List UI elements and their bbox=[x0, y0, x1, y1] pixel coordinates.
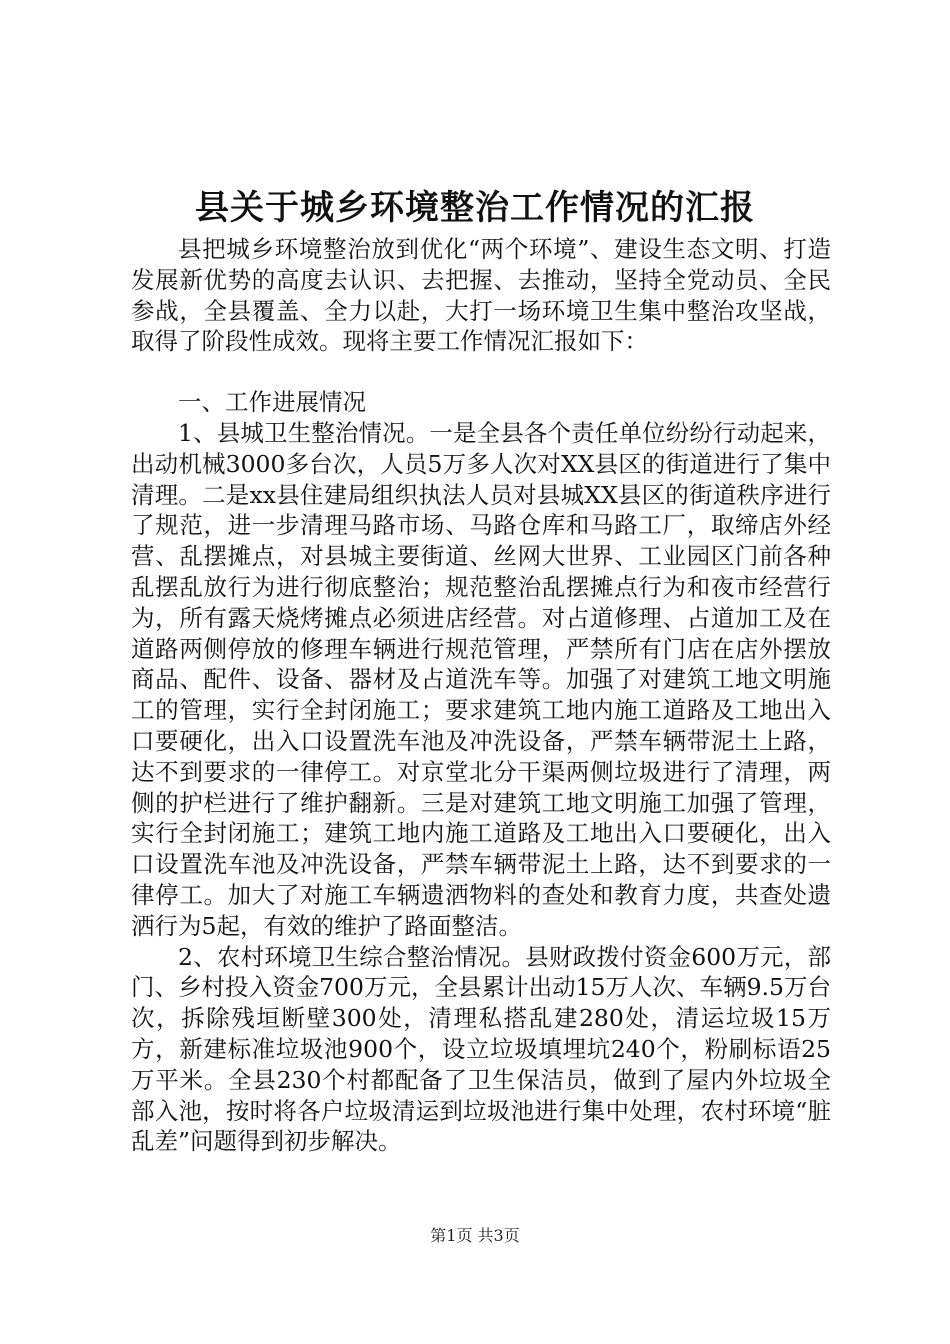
document-body bbox=[131, 234, 831, 1157]
intro-paragraph: 县把城乡环境整治放到优化“两个环境”、建设生态文明、打造发展新优势的高度去认识、去把握、去推动，坚持全党动员、全民参战，全县覆盖、全力以赴，大打一场环境卫生集中整治攻坚战，取得了阶段性成效。现将主要工作情况汇报如下： bbox=[131, 235, 831, 356]
rural-sanitation-paragraph: 2、农村环境卫生综合整治情况。县财政拨付资金600万元，部门、乡村投入资金700万元，全县累计出动15万人次、车辆9.5万台次，拆除残垣断壁300处，清理私搭乱建280处，清运垃圾15万方，新建标准垃圾池900个，设立垃圾填埋坑240个，粉刷标语25万平米。全县230个村都配备了卫生保洁员，做到了屋内外垃圾全部入池，按时将各户垃圾清运到垃圾池进行集中处理，农村环境“脏乱差”问题得到初步解决。 bbox=[131, 942, 831, 1156]
page-footer: 第1页 共3页 bbox=[430, 1226, 520, 1245]
section-heading: 一、工作进展情况 bbox=[178, 388, 366, 417]
urban-sanitation-paragraph: 1、县城卫生整治情况。一是全县各个责任单位纷纷行动起来，出动机械3000多台次，人员5万多人次对XX县区的街道进行了集中清理。二是xx县住建局组织执法人员对县城XX县区的街道秩序进行了规范，进一步清理马路市场、马路仓库和马路工厂，取缔店外经营、乱摆摊点，对县城主要街道、丝网大世界、工业园区门前各种乱摆乱放行为进行彻底整治；规范整治乱摆摊点行为和夜市经营行为，所有露天烧烤摊点必须进店经营。对占道修理、占道加工及在道路两侧停放的修理车辆进行规范管理，严禁所有门店在店外摆放商品、配件、设备、器材及占道洗车等。加强了对建筑工地文明施工的管理，实行全封闭施工；要求建筑工地内施工道路及工地出入口要硬化，出入口设置洗车池及冲洗设备，严禁车辆带泥土上路，达不到要求的一律停工。对京堂北分干渠两侧垃圾进行了清理，两侧的护栏进行了维护翻新。三是对建筑工地文明施工加强了管理，实行全封闭施工；建筑工地内施工道路及工地出入口要硬化，出入口设置洗车池及冲洗设备，严禁车辆带泥土上路，达不到要求的一律停工。加大了对施工车辆遗洒物料的查处和教育力度，共查处遗洒行为5起，有效的维护了路面整洁。 bbox=[131, 418, 831, 940]
document-title: 县关于城乡环境整治工作情况的汇报 bbox=[195, 188, 755, 228]
